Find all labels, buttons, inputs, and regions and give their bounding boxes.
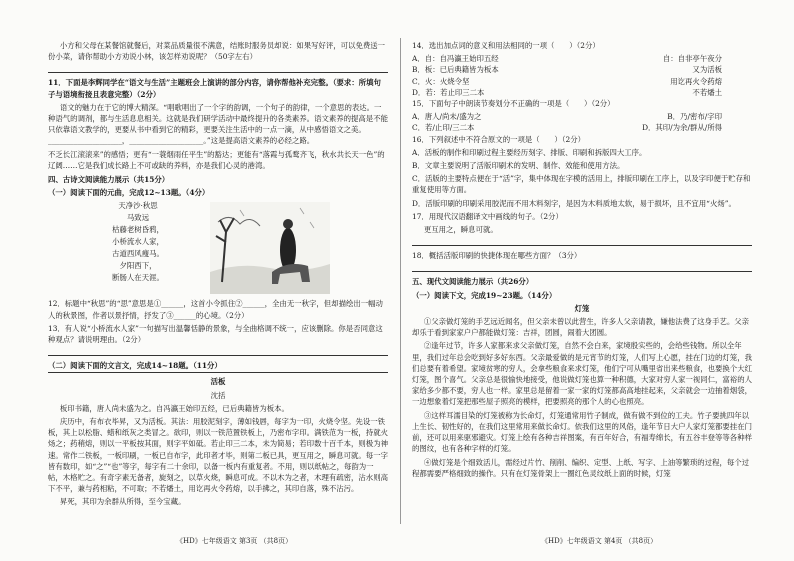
text2-paragraph: ④做灯笼是个细致活儿，需经过片竹、削削、编织、定型、上纸、写字、上油等繁琐的过程，每个过程都需要严格细致的操作。只有在灯笼骨架上一圈红色灵纹纸上面的时候，灯笼 — [412, 457, 750, 478]
poem-line: 断肠人在天涯。 — [112, 273, 164, 283]
text2-paragraph: ③这样耳濡目染的灯笼被称为长命灯，灯笼通常用竹子制成，做有做不到位的工夫。竹子要挑四年以上生长、韧性好的，在我们这里常用来做长命灯。依我们这里的风俗，逢年节日大户人家灯笼都要挂在门前，还可以用来驱邪避灾。灯笼上绘有各种吉祥图案，有百年好合，有福寿绵长，有五谷丰登等等各种样的图纹，也有各种字样的灯笼。 — [412, 410, 752, 454]
text-paragraph: 庆历中，有布衣毕昇，又为活板。其法：用胶泥刻字，薄如钱唇，每字为一印，火烧令坚。先设一铁板，其上以松脂、蜡和纸灰之类冒之。欲印，则以一铁范置铁板上，乃密布字印。满铁范为一板，持就火炀之；药稍熔，则以一平板按其面，则字平如砥。若止印三二本，未为简易；若印数十百千本，则极为神速。常作二铁板，一板印刷，一板已自布字，此印者才毕，则第二板已具，更互用之，瞬息可就。每一字皆有数印，如“之”“也”等字，每字有二十余印，以备一板内有重复者。不用，则以纸帖之，每韵为一帖，木格贮之。有奇字素无备者，旋刻之，以草火烧，瞬息可成。不以木为之者，木理有疏密，沾水则高下不平，兼与药相粘，不可取；不若燔土，用讫再火令药熔，以手拂之，其印自落，殊不沾污。 — [48, 417, 388, 494]
option-left: B．板：已后典籍皆为板本 — [412, 65, 499, 75]
text-paragraph: 板印书籍，唐人尚未盛为之。自冯瀛王始印五经，已后典籍皆为板本。 — [59, 403, 289, 413]
option-right: 又为活板 — [692, 65, 722, 75]
q14-18-intro: （二）阅读下面的文言文，完成14~18题。（11分） — [48, 360, 388, 373]
option-left: D．若：若止印三二本 — [412, 87, 485, 97]
question-11: 11．下面是李辉同学在“语文与生活”主题班会上演讲的部分内容，请你帮他补充完整。（要求：所填句子与语境衔接且表意完整）（2分） — [48, 78, 381, 99]
question-16: 16．下列叙述中不符合原文的一项是（ ）（2分） — [412, 134, 586, 144]
question-18: 18．概括活版印刷的快捷体现在哪些方面？（3分） — [412, 251, 582, 261]
poem-title: 天净沙·秋思 — [118, 201, 158, 211]
text2-paragraph: ②逢年过节，许多人家都来求父亲做灯笼，自然不会白来，家境殷实些的，会给些钱物。所以全年里，我们过年总会吃到好多好东西。父亲最爱做的是元宵节的灯笼，人们写上心愿，挂在门边的灯笼，我们总要有着希望。家境贫寒的穷人，会拿些粮食来求灯笼，他们宁可从嘴里省出来些粮食，也要换个大红灯笼，图个喜气。父亲总是很愉快地接受，他说做灯笼也算一种积德，大家对穷人家一视同仁，富裕的人家给多少都不要，穷人也一样。家里总是留着一家一家的灯笼都高高地挂起来，父亲就会一边抽着烟袋，一边想象着灯笼把那些屋子照亮的模样，把要照亮的那个人的心也照亮。 — [412, 341, 752, 407]
question-12: 12．标题中“秋思”的“思”意思是①______，这首小令抓住②______，全由无一秋字，但却描绘出一幅动人的秋景图，作者以景抒情，抒发了③______的心境。（2分） — [48, 299, 383, 320]
q15-options-row[interactable] — [412, 122, 752, 133]
option-B: B．乃/密布/字印 — [667, 112, 722, 122]
column-divider — [400, 38, 401, 524]
poem-block — [48, 200, 388, 296]
page-footer-right: 《HD》七年级语文 第4页 （共8页） — [541, 537, 658, 545]
q14-option-C[interactable] — [412, 76, 752, 87]
text2-title: 灯笼 — [574, 303, 590, 313]
text-title: 活板 — [210, 377, 226, 387]
q17-sentence: 更互用之，瞬息可就。 — [423, 225, 498, 235]
intro-paragraph: 小方和父母在某餐馆就餐后，对菜品质量很不满意，结账时服务员却说：如果写好评，可以免费送一份小菜，请你帮助小方劝说小林，该怎样劝说呢？（50字左右） — [48, 41, 386, 62]
poem-text — [88, 200, 188, 284]
poem-author: 马致远 — [126, 213, 150, 223]
poem-line: 古道西风瘦马。 — [112, 249, 164, 259]
q14-option-D[interactable] — [412, 87, 752, 98]
question-15: 15．下面句子中朗读节奏划分不正确的一项是（ ）（2分） — [412, 99, 615, 109]
poem-line: 枯藤老树昏鸦， — [112, 225, 164, 235]
question-17: 17．用现代汉语翻译文中画线的句子。（2分） — [412, 211, 563, 221]
section-4-heading: 四、古诗文阅读能力展示（共15分） — [48, 175, 170, 185]
option-left: A．自：自冯瀛王始印五经 — [412, 54, 499, 64]
option-right: 自：自非亭午夜分 — [662, 54, 722, 64]
ink-painting-illustration-icon — [210, 202, 330, 294]
question-13: 13．有人说“小桥流水人家”一句描写出温馨恬静的景象，与全曲格调不统一，应该删除。你是否同意这种观点？请说明理由。（2分） — [48, 323, 383, 345]
option-left: C．火：火烧令坚 — [412, 76, 470, 86]
answer-line[interactable] — [412, 237, 752, 246]
page-footer-left: 《HD》七年级语文 第3页 （共8页） — [176, 537, 293, 545]
left-column — [48, 40, 388, 518]
poem-line: 小桥流水人家， — [112, 237, 164, 247]
text-paragraph: 昇死，其印为余群从所得，至今宝藏。 — [59, 497, 186, 507]
q14-option-B[interactable] — [412, 64, 752, 75]
q12-13-intro: （一）阅读下面的元曲，完成12~13题。（4分） — [48, 188, 210, 198]
option-right: 不若燔土 — [692, 87, 722, 97]
answer-line[interactable] — [412, 263, 752, 272]
text-author: 沈括 — [210, 390, 226, 400]
text2-paragraph: ①父亲做灯笼的手艺远近闻名，但父亲未曾以此营生，许多人父亲请教，嫌他法费了这身手艺。父亲却乐于看到家家户户都能做灯笼：吉祥，团圆，闹着大团圆。 — [412, 317, 750, 338]
q15-options-row[interactable] — [412, 111, 752, 122]
question-14: 14．选出加点词的意义和用法相同的一项（ ）（2分） — [412, 41, 600, 50]
q19-23-intro: （一）阅读下文，完成19~23题。（14分） — [412, 290, 557, 300]
option-right: 用讫再火令药熔 — [670, 76, 722, 86]
section-5-heading: 五、现代文阅读能力展示（共26分） — [412, 277, 534, 287]
option-A: A．唐人/尚未/盛为之 — [412, 112, 482, 122]
answer-line[interactable] — [48, 64, 388, 73]
poem-line: 夕阳西下， — [119, 261, 157, 271]
q14-option-A[interactable] — [412, 53, 752, 64]
q16-option-B[interactable]: B．文章主要说明了活版印刷术的发明、制作、效能和使用方法。 — [412, 161, 625, 171]
q16-option-A[interactable]: A．活板的制作和印刷过程主要经历刻字、排版、印刷和拆版四大工序。 — [412, 147, 647, 157]
q16-option-C[interactable]: C．活版的主要特点便在于“活”字，集中体现在字模的活用上，排版印刷在工序上，以及字印便于贮存和重复使用等方面。 — [412, 174, 751, 195]
q11-tail: 不乏长江滚滚来”的感悟；更有“一蓑烟雨任平生”的豁达；更能有“落霞与孤鹜齐飞，秋水共长天一色”的辽阔……它是我们成长路上不可或缺的养料，亦是我们心灵的港湾。 — [48, 149, 385, 170]
option-D: D．其印/为余/群从/所得 — [642, 123, 722, 133]
answer-line[interactable] — [48, 347, 388, 356]
q16-option-D[interactable]: D．活版印刷的印刷采用胶泥而不用木料刻字，是因为木料质地太软，易于损坏，且不宜用“火炀”。 — [412, 198, 736, 208]
q11-body: 语文的魅力在于它的博大精深。“唱歌唱出了一个字的韵调，一个句子的韵律，一个意思的表达。一种语气的调剂，都与生活息息相关。这就是我们研学活动中最终提升的各类素养。语文素养的提高是不能只依靠语文教学的，更要从书中看到它的精彩，更要关注生活中的一点一滴，从中感悟语文之美。____________________，____________________。”这是提高语文素养的必经之路。 — [48, 102, 388, 146]
right-column — [412, 40, 752, 518]
option-C: C．若/止印/三二本 — [412, 123, 475, 133]
